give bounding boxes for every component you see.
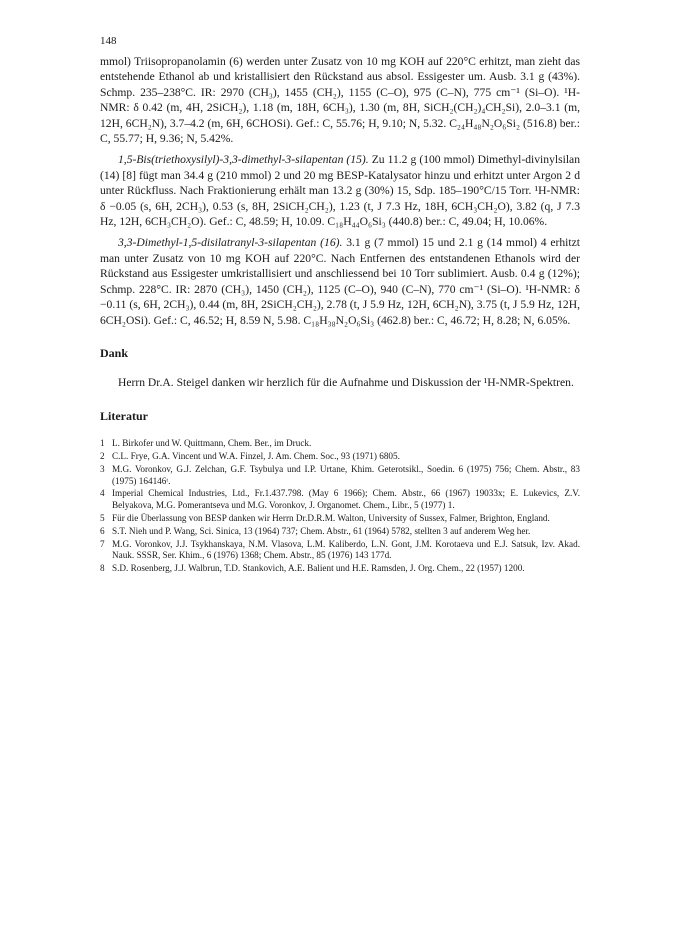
dank-text: Herrn Dr.A. Steigel danken wir herzlich für die Aufnahme und Diskussion der ¹H-NMR-Spektren. xyxy=(118,376,574,390)
reference-text: C.L. Frye, G.A. Vincent und W.A. Finzel, J. Am. Chem. Soc., 93 (1971) 6805. xyxy=(112,450,400,461)
reference-number: 5 xyxy=(100,512,105,523)
reference-number: 8 xyxy=(100,563,105,574)
experimental-paragraph-3 xyxy=(100,235,580,327)
reference-item xyxy=(100,488,580,512)
reference-text: M.G. Voronkov, J.J. Tsykhanskaya, N.M. Vlasova, L.M. Kaliberdo, L.N. Gont, J.M. Korotaeva und E.J. Satsuk, Izv. Akad. Nauk. SSSR, Ser. Khim., 6 (1976) 1368; Chem. Abstr., 85 (1976) 143 177d. xyxy=(112,538,580,561)
literatur-heading: Literatur xyxy=(100,408,148,423)
paragraph-3-text: 3.1 g (7 mmol) 15 und 2.1 g (14 mmol) 4 erhitzt man unter Zusatz von 10 mg KOH auf 220°C. Nach Entfernen des entstandenen Ethanols wird der Rückstand aus Essigester umkristallisiert und anschliessend bei 10 Torr sublimiert. Ausb. 0.4 g (12%); Schmp. 228°C. IR: 2870 (CH₃), 1450 (CH₂), 1125 (C–O), 940 (C–N), 770 cm⁻¹ (Si–O). ¹H-NMR: δ −0.11 (s, 6H, 2CH₃), 0.44 (m, 8H, 2SiCH₂CH₂), 2.78 (t, J 5.9 Hz, 12H, 6CH₂N), 3.75 (t, J 5.9 Hz, 12H, 6CH₂OSi). Gef.: C, 46.52; H, 8.59 N, 5.98. C₁₈H₃₈N₂O₆Si₃ (462.8) ber.: C, 46.72; H, 8.28; N, 6.05%. xyxy=(100,236,580,327)
reference-number: 6 xyxy=(100,525,105,536)
reference-number: 2 xyxy=(100,450,105,461)
dank-heading: Dank xyxy=(100,345,129,360)
reference-text: Imperial Chemical Industries, Ltd., Fr.1.437.798. (May 6 1966); Chem. Abstr., 66 (1967) 19033x; E. Lukevics, Z.V. Belyakova, M.G. Pomerantseva und M.G. Voronkov, J. Organomet. Chem., Libr., 5 (1977) 1. xyxy=(112,488,580,511)
reference-text: L. Birkofer und W. Quittmann, Chem. Ber., im Druck. xyxy=(112,438,312,449)
reference-item xyxy=(100,513,580,525)
reference-item xyxy=(100,464,580,488)
reference-number: 1 xyxy=(100,438,105,449)
compound-16-title: 3,3-Dimethyl-1,5-disilatranyl-3-silapentan (16). xyxy=(118,236,343,250)
reference-text: S.D. Rosenberg, J.J. Walbrun, T.D. Stankovich, A.E. Balient und H.E. Ramsden, J. Org. Chem., 22 (1957) 1200. xyxy=(112,563,525,574)
reference-text: S.T. Nieh und P. Wang, Sci. Sinica, 13 (1964) 737; Chem. Abstr., 61 (1964) 5782, stellten 3 auf anderem Weg her. xyxy=(112,525,531,536)
paragraph-1-text: mmol) Triisopropanolamin (6) werden unter Zusatz von 10 mg KOH auf 220°C erhitzt, man zieht das entstehende Ethanol ab und kristallisiert den Rückstand aus absol. Essigester um. Ausb. 3.1 g (43%). Schmp. 235–238°C. IR: 2970 (CH₃), 1455 (CH₂), 1155 (C–O), 975 (C–N), 775 cm⁻¹ (Si–O). ¹H-NMR: δ 0.42 (m, 4H, 2SiCH₂), 1.18 (m, 18H, 6CH₃), 1.30 (m, 8H, SiCH₂(CH₂)₄CH₂Si), 2.0–3.1 (m, 12H, 6CH₂N), 3.7–4.2 (m, 6H, 6CHOSi). Gef.: C, 55.76; H, 9.10; N, 5.32. C₂₄H₄₈N₂O₆Si₂ (516.8) ber.: C, 55.77; H, 9.36; N, 5.42%. xyxy=(100,55,580,146)
reference-text: Für die Überlassung von BESP danken wir Herrn Dr.D.R.M. Walton, University of Sussex, Falmer, Brighton, England. xyxy=(112,512,550,523)
experimental-paragraph-1 xyxy=(100,54,580,146)
reference-list xyxy=(100,438,580,575)
page-body xyxy=(100,54,580,576)
reference-number: 7 xyxy=(100,538,105,549)
reference-item xyxy=(100,451,580,463)
page-number: 148 xyxy=(100,35,117,47)
reference-text: M.G. Voronkov, G.J. Zelchan, G.F. Tsybulya und I.P. Urtane, Khim. Geterotsikl., Soedin. 6 (1975) 756; Chem. Abstr., 83 (1975) 164146ᵗ. xyxy=(112,463,580,486)
compound-15-title: 1,5-Bis(triethoxysilyl)-3,3-dimethyl-3-silapentan (15). xyxy=(118,153,369,167)
reference-item xyxy=(100,526,580,538)
reference-item xyxy=(100,438,580,450)
experimental-paragraph-2 xyxy=(100,152,580,229)
reference-item xyxy=(100,563,580,575)
reference-number: 3 xyxy=(100,463,105,474)
reference-item xyxy=(100,539,580,563)
reference-number: 4 xyxy=(100,488,105,499)
paragraph-2-text: Zu 11.2 g (100 mmol) Dimethyl-divinylsilan (14) [8] fügt man 34.4 g (210 mmol) 2 und 20 mg BESP-Katalysator hinzu und erhitzt unter Argon 2 d unter Rückfluss. Nach Fraktionierung erhält man 13.2 g (30%) 15, Sdp. 185–190°C/15 Torr. ¹H-NMR: δ −0.05 (s, 6H, 2CH₃), 0.53 (s, 8H, 2SiCH₂CH₂), 1.23 (t, J 7.3 Hz, 18H, 6CH₃CH₂O), 3.82 (q, J 7.3 Hz, 12H, 6CH₃CH₂O). Gef.: C, 48.59; H, 10.09. C₁₈H₄₄O₆Si₃ (440.8) ber.: C, 49.04; H, 10.06%. xyxy=(100,153,580,229)
